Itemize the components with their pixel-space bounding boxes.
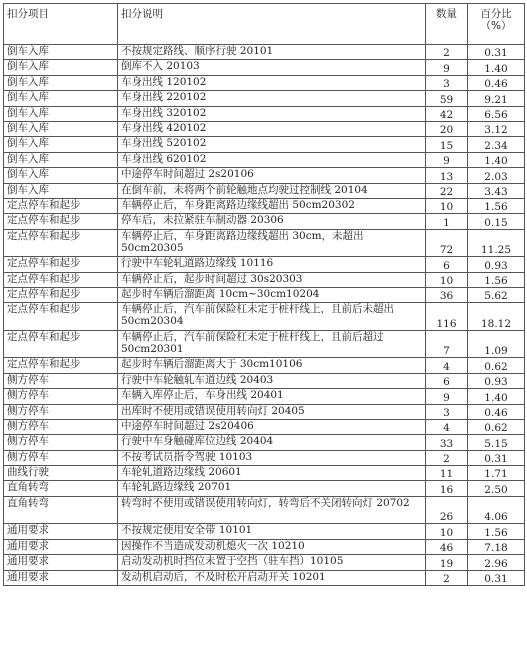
cell-count: 15 <box>426 137 468 152</box>
cell-count: 7 <box>426 330 468 358</box>
cell-percent: 0.93 <box>468 373 525 388</box>
cell-item: 通用要求 <box>4 555 118 570</box>
cell-count: 4 <box>426 419 468 434</box>
cell-percent: 1.40 <box>468 389 525 404</box>
cell-item: 定点停车和起步 <box>4 229 118 257</box>
cell-percent: 3.12 <box>468 121 525 136</box>
table-row <box>4 496 525 524</box>
cell-desc: 车辆停止后，车身距离路边缘线超出 50cm20302 <box>118 198 426 213</box>
cell-desc: 车身出线 320102 <box>118 106 426 121</box>
cell-percent: 11.25 <box>468 229 525 257</box>
cell-count: 22 <box>426 183 468 198</box>
table-row <box>4 121 525 136</box>
cell-percent: 0.93 <box>468 257 525 272</box>
cell-desc: 在倒车前，未将两个前轮触地点均驶过控制线 20104 <box>118 183 426 198</box>
cell-count: 10 <box>426 198 468 213</box>
cell-desc: 车辆入库停止后，车身出线 20401 <box>118 389 426 404</box>
cell-item: 曲线行驶 <box>4 466 118 481</box>
header-percent-line1: 百分比 <box>480 8 512 20</box>
cell-percent: 6.56 <box>468 106 525 121</box>
cell-desc: 起步时车辆后溜距离 10cm~30cm10204 <box>118 287 426 302</box>
cell-item: 定点停车和起步 <box>4 272 118 287</box>
cell-item: 定点停车和起步 <box>4 257 118 272</box>
cell-count: 11 <box>426 466 468 481</box>
cell-desc: 车身出线 620102 <box>118 152 426 167</box>
cell-desc: 车身出线 220102 <box>118 91 426 106</box>
cell-percent: 0.31 <box>468 570 525 585</box>
cell-count: 3 <box>426 75 468 90</box>
cell-count: 9 <box>426 389 468 404</box>
cell-item: 倒车入库 <box>4 168 118 183</box>
cell-percent: 2.34 <box>468 137 525 152</box>
table-row <box>4 168 525 183</box>
cell-item: 侧方停车 <box>4 450 118 465</box>
cell-percent: 1.71 <box>468 466 525 481</box>
cell-desc: 车辆停止后，汽车前保险杠未定于桩杆线上，且前后超过 50cm20301 <box>118 330 426 358</box>
table-row <box>4 257 525 272</box>
table-body <box>4 45 525 586</box>
cell-percent: 0.15 <box>468 214 525 229</box>
table-row <box>4 555 525 570</box>
cell-desc: 车辆停止后，车身距离路边缘线超出 30cm，未超出 50cm20305 <box>118 229 426 257</box>
table-row <box>4 404 525 419</box>
cell-percent: 18.12 <box>468 303 525 331</box>
cell-count: 1 <box>426 214 468 229</box>
cell-percent: 7.18 <box>468 539 525 554</box>
cell-count: 13 <box>426 168 468 183</box>
cell-item: 侧方停车 <box>4 373 118 388</box>
cell-item: 直角转弯 <box>4 496 118 524</box>
table-row <box>4 198 525 213</box>
cell-percent: 1.56 <box>468 272 525 287</box>
cell-desc: 不按规定路线、顺序行驶 20101 <box>118 45 426 60</box>
cell-item: 直角转弯 <box>4 481 118 496</box>
cell-desc: 不按规定使用安全带 10101 <box>118 524 426 539</box>
cell-desc: 中途停车时间超过 2s20106 <box>118 168 426 183</box>
cell-desc: 行驶中车轮轧道路边缘线 10116 <box>118 257 426 272</box>
cell-count: 2 <box>426 45 468 60</box>
cell-item: 定点停车和起步 <box>4 303 118 331</box>
cell-item: 定点停车和起步 <box>4 330 118 358</box>
cell-item: 倒车入库 <box>4 152 118 167</box>
cell-desc: 因操作不当造成发动机熄火一次 10210 <box>118 539 426 554</box>
cell-desc: 行驶中车轮触轧车道边线 20403 <box>118 373 426 388</box>
cell-item: 倒车入库 <box>4 137 118 152</box>
cell-desc: 车辆停止后，起步时间超过 30s20303 <box>118 272 426 287</box>
cell-count: 2 <box>426 570 468 585</box>
cell-count: 26 <box>426 496 468 524</box>
table-row <box>4 389 525 404</box>
cell-percent: 1.09 <box>468 330 525 358</box>
cell-count: 6 <box>426 373 468 388</box>
cell-count: 9 <box>426 152 468 167</box>
cell-percent: 2.50 <box>468 481 525 496</box>
cell-desc: 车身出线 520102 <box>118 137 426 152</box>
header-percent <box>468 4 525 45</box>
table-row <box>4 45 525 60</box>
table-row <box>4 524 525 539</box>
cell-percent: 0.46 <box>468 75 525 90</box>
table-row <box>4 152 525 167</box>
cell-desc: 车轮轧道路边缘线 20601 <box>118 466 426 481</box>
cell-desc: 启动发动机时挡位未置于空挡（驻车挡）10105 <box>118 555 426 570</box>
cell-desc: 转弯时不使用或错误使用转向灯，转弯后不关闭转向灯 20702 <box>118 496 426 524</box>
table-row <box>4 303 525 331</box>
cell-count: 59 <box>426 91 468 106</box>
table-row <box>4 330 525 358</box>
cell-percent: 3.43 <box>468 183 525 198</box>
cell-percent: 4.06 <box>468 496 525 524</box>
cell-percent: 1.56 <box>468 524 525 539</box>
cell-item: 侧方停车 <box>4 404 118 419</box>
cell-item: 定点停车和起步 <box>4 287 118 302</box>
cell-desc: 中途停车时间超过 2s20406 <box>118 419 426 434</box>
cell-percent: 2.96 <box>468 555 525 570</box>
cell-count: 46 <box>426 539 468 554</box>
cell-item: 定点停车和起步 <box>4 214 118 229</box>
cell-desc: 发动机启动后，不及时松开启动开关 10201 <box>118 570 426 585</box>
cell-percent: 0.62 <box>468 358 525 373</box>
cell-desc: 不按考试员指令驾驶 10103 <box>118 450 426 465</box>
cell-desc: 车身出线 120102 <box>118 75 426 90</box>
cell-item: 倒车入库 <box>4 91 118 106</box>
cell-item: 通用要求 <box>4 539 118 554</box>
cell-desc: 车身出线 420102 <box>118 121 426 136</box>
cell-percent: 0.62 <box>468 419 525 434</box>
cell-count: 33 <box>426 435 468 450</box>
cell-desc: 车轮轧路边缘线 20701 <box>118 481 426 496</box>
cell-percent: 5.15 <box>468 435 525 450</box>
table-row <box>4 214 525 229</box>
cell-count: 3 <box>426 404 468 419</box>
cell-count: 10 <box>426 524 468 539</box>
cell-item: 定点停车和起步 <box>4 358 118 373</box>
cell-item: 倒车入库 <box>4 60 118 75</box>
cell-desc: 停车后，未拉紧驻车制动器 20306 <box>118 214 426 229</box>
table-row <box>4 358 525 373</box>
cell-count: 16 <box>426 481 468 496</box>
table-row <box>4 137 525 152</box>
cell-percent: 1.40 <box>468 152 525 167</box>
cell-item: 侧方停车 <box>4 389 118 404</box>
cell-desc: 行驶中车身触碰库位边线 20404 <box>118 435 426 450</box>
header-percent-line2: （%） <box>480 20 512 32</box>
cell-desc: 车辆停止后，汽车前保险杠未定于桩杆线上，且前后未超出 50cm20304 <box>118 303 426 331</box>
cell-percent: 0.31 <box>468 45 525 60</box>
table-row <box>4 75 525 90</box>
table-row <box>4 183 525 198</box>
table-row <box>4 570 525 585</box>
cell-item: 倒车入库 <box>4 106 118 121</box>
cell-count: 72 <box>426 229 468 257</box>
document-page <box>3 3 524 586</box>
cell-percent: 9.21 <box>468 91 525 106</box>
cell-item: 倒车入库 <box>4 121 118 136</box>
cell-percent: 0.31 <box>468 450 525 465</box>
cell-item: 倒车入库 <box>4 183 118 198</box>
table-header <box>4 4 525 45</box>
cell-count: 116 <box>426 303 468 331</box>
table-row <box>4 106 525 121</box>
cell-percent: 1.56 <box>468 198 525 213</box>
cell-count: 42 <box>426 106 468 121</box>
cell-count: 6 <box>426 257 468 272</box>
header-count: 数量 <box>426 4 468 45</box>
table-row <box>4 91 525 106</box>
header-item: 扣分项目 <box>4 4 118 45</box>
table-row <box>4 60 525 75</box>
cell-percent: 2.03 <box>468 168 525 183</box>
cell-item: 侧方停车 <box>4 435 118 450</box>
cell-desc: 出库时不使用或错误使用转向灯 20405 <box>118 404 426 419</box>
cell-percent: 1.40 <box>468 60 525 75</box>
cell-count: 2 <box>426 450 468 465</box>
cell-count: 4 <box>426 358 468 373</box>
table-row <box>4 435 525 450</box>
header-desc: 扣分说明 <box>118 4 426 45</box>
cell-item: 倒车入库 <box>4 45 118 60</box>
table-row <box>4 450 525 465</box>
cell-percent: 5.62 <box>468 287 525 302</box>
cell-count: 10 <box>426 272 468 287</box>
cell-item: 通用要求 <box>4 570 118 585</box>
table-row <box>4 272 525 287</box>
cell-count: 9 <box>426 60 468 75</box>
cell-desc: 倒库不入 20103 <box>118 60 426 75</box>
table-row <box>4 373 525 388</box>
table-row <box>4 481 525 496</box>
cell-desc: 起步时车辆后溜距离大于 30cm10106 <box>118 358 426 373</box>
cell-item: 定点停车和起步 <box>4 198 118 213</box>
table-row <box>4 229 525 257</box>
table-row <box>4 419 525 434</box>
cell-item: 倒车入库 <box>4 75 118 90</box>
deduction-table <box>3 3 525 586</box>
table-row <box>4 466 525 481</box>
cell-count: 36 <box>426 287 468 302</box>
cell-percent: 0.46 <box>468 404 525 419</box>
table-row <box>4 539 525 554</box>
cell-item: 侧方停车 <box>4 419 118 434</box>
table-row <box>4 287 525 302</box>
cell-count: 20 <box>426 121 468 136</box>
cell-item: 通用要求 <box>4 524 118 539</box>
cell-count: 19 <box>426 555 468 570</box>
